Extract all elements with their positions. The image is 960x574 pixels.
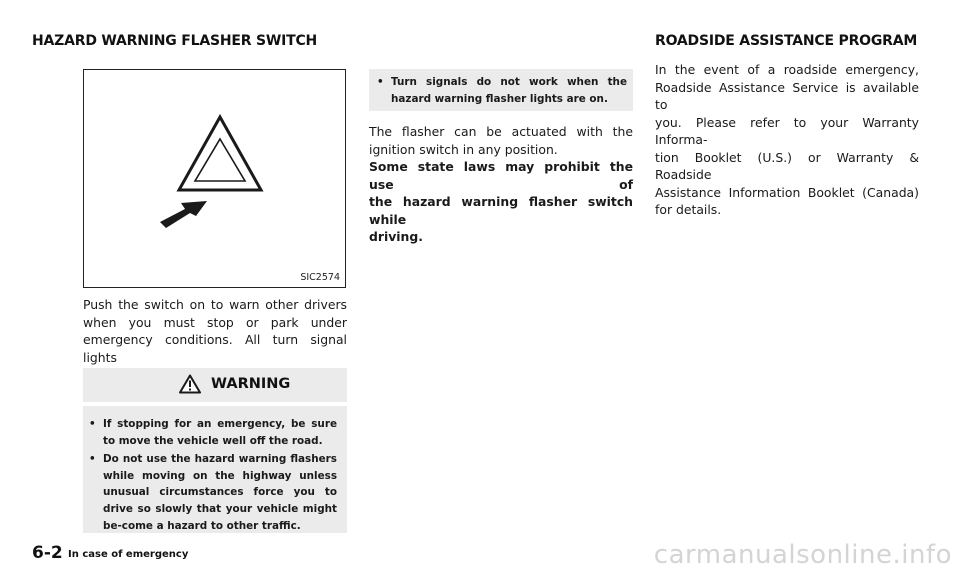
bullet-icon: •	[377, 76, 384, 88]
figure-code: SIC2574	[300, 272, 340, 283]
warning-item-text: If stopping for an emergency, be sure to move the vehicle well off the road.	[103, 418, 337, 447]
warning-triangle-icon	[179, 374, 201, 394]
bullet-icon: •	[89, 453, 96, 466]
flasher-line: The flasher can be actuated with the	[369, 124, 633, 139]
warning-header	[83, 368, 347, 402]
warning-item-text: Do not use the hazard warning flashers while moving on the highway unless unusual circumstances force you to drive so slowly that your vehicle might be-come a hazard to other traffic.	[103, 453, 337, 532]
intro-line: Push the switch on to warn other drivers	[83, 297, 347, 312]
roadside-line: Roadside Assistance Service is available to	[655, 79, 919, 112]
flasher-line: ignition switch in any position.	[369, 141, 558, 157]
note-list	[375, 74, 627, 109]
pointer-arrow-icon	[160, 201, 207, 228]
warning-list	[87, 416, 337, 536]
intro-line: emergency conditions. All turn signal lights	[83, 332, 347, 365]
section-heading-roadside: ROADSIDE ASSISTANCE PROGRAM	[655, 33, 918, 49]
hazard-switch-illustration	[84, 70, 345, 287]
note-item	[375, 74, 627, 107]
flasher-paragraph	[369, 123, 633, 158]
warning-item	[87, 451, 337, 534]
roadside-line: you. Please refer to your Warranty Informa-	[655, 114, 919, 147]
warning-body	[83, 406, 347, 533]
turn-signal-note	[369, 69, 633, 111]
roadside-line: In the event of a roadside emergency,	[655, 62, 919, 77]
state-laws-line: driving.	[369, 229, 423, 244]
state-laws-line: Some state laws may prohibit the use of	[369, 159, 633, 192]
warning-title: WARNING	[211, 376, 291, 392]
roadside-line: Assistance Information Booklet (Canada)	[655, 184, 919, 200]
state-laws-line: the hazard warning flasher switch while	[369, 194, 633, 227]
section-name: In case of emergency	[68, 549, 189, 560]
state-laws-paragraph	[369, 158, 633, 246]
site-watermark: carmanualsonline.info	[653, 540, 952, 570]
section-heading-hazard: HAZARD WARNING FLASHER SWITCH	[32, 33, 318, 49]
roadside-line: tion Booklet (U.S.) or Warranty & Roadside	[655, 149, 919, 182]
hazard-switch-figure	[83, 69, 346, 288]
roadside-line: for details.	[655, 202, 722, 217]
intro-line: when you must stop or park under	[83, 314, 347, 330]
bullet-icon: •	[89, 418, 96, 430]
warning-item	[87, 416, 337, 449]
roadside-paragraph	[655, 61, 919, 219]
note-item-text: Turn signals do not work when the hazard warning flasher lights are on.	[391, 76, 627, 105]
page-number: 6-2	[32, 543, 63, 563]
